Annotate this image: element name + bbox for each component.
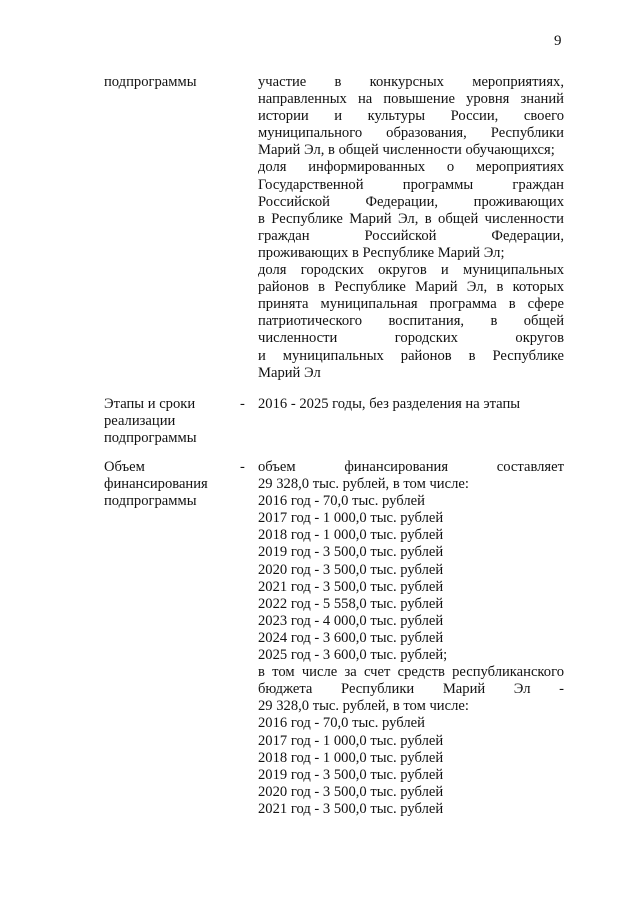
content-line: 2020 год - 3 500,0 тыс. рублей xyxy=(258,561,444,578)
content-line: 2016 - 2025 годы, без разделения на этапы xyxy=(258,396,521,412)
content-line: 29 328,0 тыс. рублей, в том числе: xyxy=(258,698,469,715)
content-line: Марий Эл, в общей численности обучающихся; xyxy=(258,142,555,159)
content-line: 2024 год - 3 600,0 тыс. рублей xyxy=(258,629,444,646)
content-line: Российской Федерации, проживающих xyxy=(258,193,564,210)
content-line: 2022 год - 5 558,0 тыс. рублей xyxy=(258,595,444,612)
row-label-line: реализации xyxy=(104,413,176,430)
content-line: муниципального образования, Республики xyxy=(258,125,564,142)
content-line: 2018 год - 1 000,0 тыс. рублей xyxy=(258,527,444,544)
content-line: численности городских округов xyxy=(258,330,564,347)
row-label-line: подпрограммы xyxy=(104,493,197,510)
row-label-line: Этапы и сроки xyxy=(104,396,196,412)
content-line: принята муниципальная программа в сфере xyxy=(258,296,564,313)
row-label-line: подпрограммы xyxy=(104,74,197,90)
content-line: 2017 год - 1 000,0 тыс. рублей xyxy=(258,510,444,527)
row-content xyxy=(258,459,564,818)
content-line: 2021 год - 3 500,0 тыс. рублей xyxy=(258,578,444,595)
row-dash: - xyxy=(240,396,245,412)
content-line: 2016 год - 70,0 тыс. рублей xyxy=(258,715,425,732)
content-line: 2019 год - 3 500,0 тыс. рублей xyxy=(258,544,444,561)
content-line: и муниципальных районов в Республике xyxy=(258,347,564,364)
content-line: 29 328,0 тыс. рублей, в том числе: xyxy=(258,476,469,493)
content-line: 2023 год - 4 000,0 тыс. рублей xyxy=(258,612,444,629)
content-line: проживающих в Республике Марий Эл; xyxy=(258,244,505,261)
row-content xyxy=(258,74,564,382)
content-line: объем финансирования составляет xyxy=(258,459,564,475)
content-line: 2020 год - 3 500,0 тыс. рублей xyxy=(258,783,444,800)
content-line: Марий Эл xyxy=(258,364,321,381)
content-line: районов в Республике Марий Эл, в которых xyxy=(258,279,564,296)
content-line: Государственной программы граждан xyxy=(258,176,564,193)
content-line: 2019 год - 3 500,0 тыс. рублей xyxy=(258,766,444,783)
content-line: истории и культуры России, своего xyxy=(258,108,564,125)
content-line: доля информированных о мероприятиях xyxy=(258,159,564,176)
content-line: в том числе за счет средств республиканского xyxy=(258,664,564,681)
content-line: 2016 год - 70,0 тыс. рублей xyxy=(258,493,425,510)
row-label-line: финансирования xyxy=(104,476,208,493)
content-line: направленных на повышение уровня знаний xyxy=(258,91,564,108)
row-content xyxy=(258,396,564,413)
content-line: 2025 год - 3 600,0 тыс. рублей; xyxy=(258,647,448,664)
row-label xyxy=(104,459,234,510)
row-dash: - xyxy=(240,459,245,475)
content-line: 2017 год - 1 000,0 тыс. рублей xyxy=(258,732,444,749)
page-number: 9 xyxy=(554,33,562,49)
row-label xyxy=(104,396,234,447)
content-line: 2018 год - 1 000,0 тыс. рублей xyxy=(258,749,444,766)
content-line: 2021 год - 3 500,0 тыс. рублей xyxy=(258,800,444,817)
content-line: патриотического воспитания, в общей xyxy=(258,313,564,330)
content-line: бюджета Республики Марий Эл - xyxy=(258,681,564,698)
row-label xyxy=(104,74,234,91)
row-label-line: подпрограммы xyxy=(104,430,197,447)
content-line: доля городских округов и муниципальных xyxy=(258,262,564,279)
row-label-line: Объем xyxy=(104,459,145,475)
content-line: граждан Российской Федерации, xyxy=(258,227,564,244)
content-line: участие в конкурсных мероприятиях, xyxy=(258,74,564,90)
content-line: в Республике Марий Эл, в общей численности xyxy=(258,210,564,227)
